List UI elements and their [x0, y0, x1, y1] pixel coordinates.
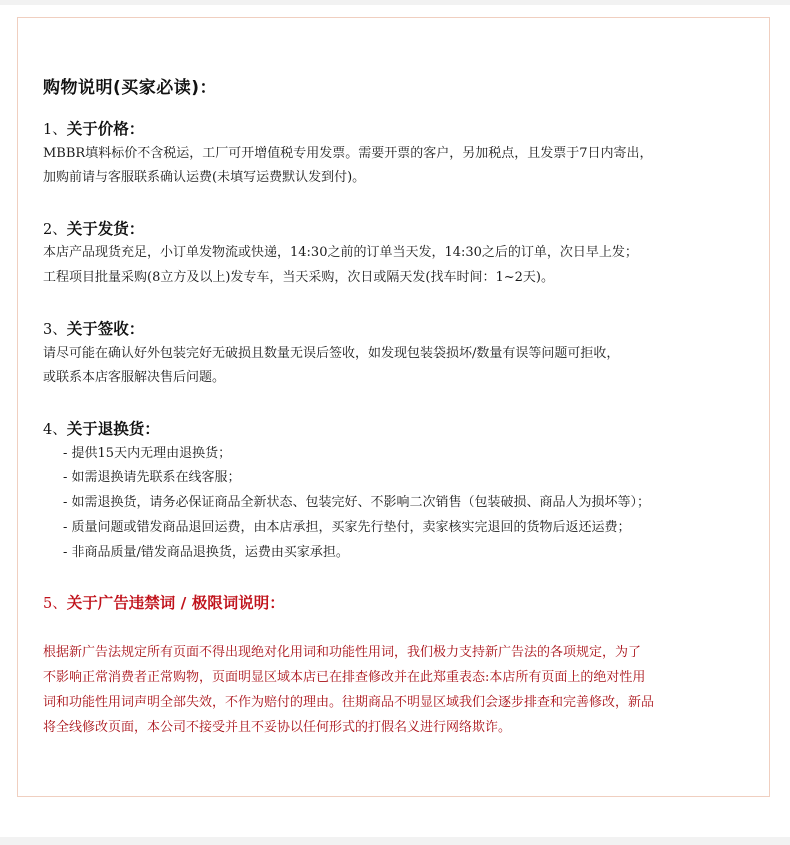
section-2-heading: 关于发货： [66, 220, 145, 238]
section-1-title [43, 117, 144, 139]
section-2-number: 2、 [43, 222, 67, 238]
section-4-list-item: - 非商品质量/错发商品退换货，运费由买家承担。 [63, 545, 349, 560]
section-5-line: 词和功能性用词声明全部失效，不作为赔付的理由。往期商品不明显区域我们会逐步排查和完善修改，新品 [43, 695, 655, 710]
section-4-list-item: - 如需退换请先联系在线客服； [63, 470, 241, 485]
section-5-title [43, 591, 285, 613]
bottom-strip [0, 837, 790, 845]
section-4-list-item: - 提供15天内无理由退换货； [63, 446, 232, 461]
section-3-number: 3、 [43, 322, 67, 338]
section-4-list-item: - 如需退换货，请务必保证商品全新状态、包装完好、不影响二次销售（包装破损、商品人为损坏等）； [63, 495, 651, 510]
section-1-line: MBBR填料标价不含税运，工厂可开增值税专用发票。需要开票的客户，另加税点，且发票于7日内寄出， [43, 146, 653, 161]
section-3-line: 请尽可能在确认好外包装完好无破损且数量无误后签收，如发现包装袋损坏/数量有误等问题可拒收， [43, 346, 620, 361]
section-1-line: 加购前请与客服联系确认运费(未填写运费默认发到付)。 [43, 170, 366, 185]
section-4-list-item: - 质量问题或错发商品退回运费，由本店承担，买家先行垫付，卖家核实完退回的货物后返还运费； [63, 520, 631, 535]
section-5-line: 将全线修改页面，本公司不接受并且不妥协以任何形式的打假名义进行网络欺诈。 [43, 720, 512, 735]
page-title: 购物说明(买家必读)： [43, 78, 218, 98]
section-1-number: 1、 [43, 122, 67, 138]
section-3-heading: 关于签收： [66, 320, 145, 338]
section-4-heading: 关于退换货： [66, 420, 160, 438]
section-2-line: 本店产品现货充足，小订单发物流或快递，14:30之前的订单当天发，14:30之后的订单，次日早上发； [43, 245, 638, 260]
section-5-line: 根据新广告法规定所有页面不得出现绝对化用词和功能性用词，我们极力支持新广告法的各项规定，为了 [43, 645, 642, 660]
section-2-line: 工程项目批量采购(8立方及以上)发专车，当天采购，次日或隔天发(找车时间：1~2天)。 [43, 270, 554, 285]
section-2-title [43, 217, 144, 239]
top-strip [0, 0, 790, 5]
section-3-title [43, 317, 144, 339]
section-5-number: 5、 [43, 596, 67, 612]
section-1-heading: 关于价格： [66, 120, 145, 138]
section-4-number: 4、 [43, 422, 67, 438]
section-3-line: 或联系本店客服解决售后问题。 [43, 370, 226, 385]
section-5-line: 不影响正常消费者正常购物，页面明显区域本店已在排查修改并在此郑重表态:本店所有页面上的绝对性用 [43, 670, 646, 685]
section-5-heading: 关于广告违禁词 / 极限词说明： [66, 594, 285, 612]
section-4-title [43, 417, 160, 439]
